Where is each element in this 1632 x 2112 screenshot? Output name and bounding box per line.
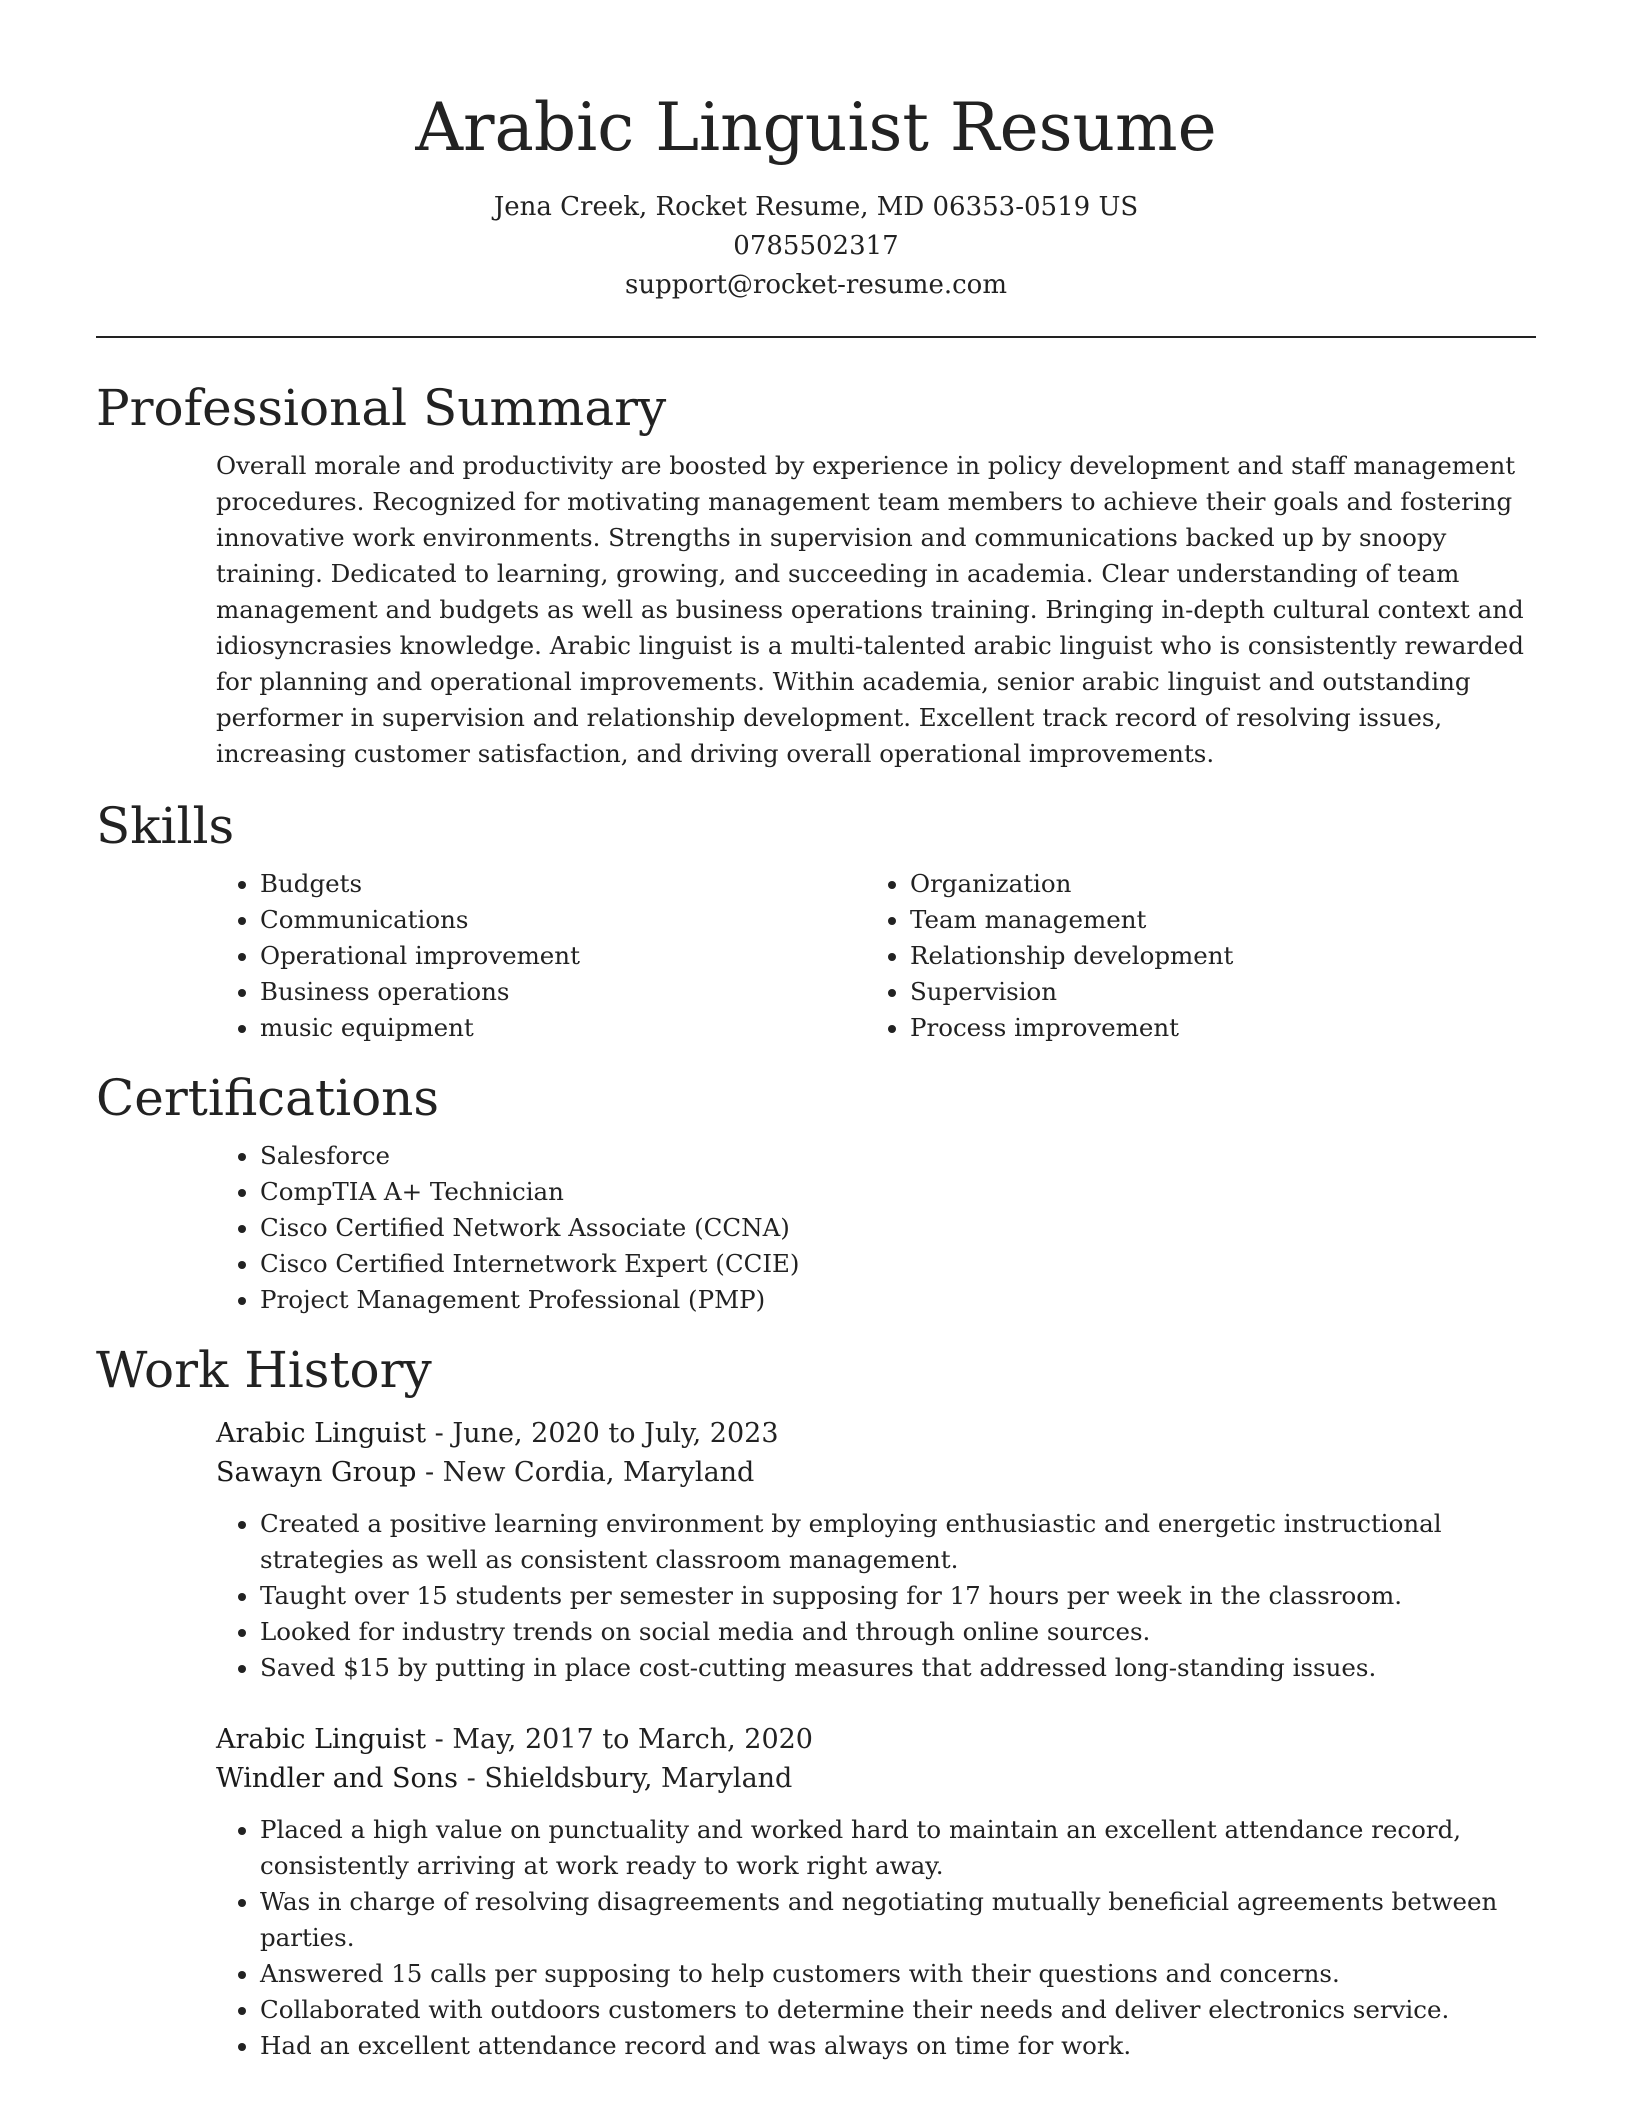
job-bullet: • Created a positive learning environment by employing enthusiastic and energetic instructional strategies as well as consistent classroom management.: [260, 1506, 1536, 1578]
job-company-line: [216, 1453, 1536, 1492]
certification-item: • Cisco Certified Internetwork Expert (CCIE): [260, 1246, 1536, 1282]
skill-item: • Team management: [910, 902, 1516, 938]
job-bullet: • Was in charge of resolving disagreements and negotiating mutually beneficial agreements between parties.: [260, 1884, 1536, 1956]
skill-item: • Process improvement: [910, 1010, 1516, 1046]
skill-item: • Supervision: [910, 974, 1516, 1010]
skill-item: • Business operations: [260, 974, 866, 1010]
job-separator: -: [416, 1457, 443, 1488]
job-bullet: • Collaborated with outdoors customers to determine their needs and deliver electronics service.: [260, 1992, 1536, 2028]
contact-phone: 0785502317: [733, 231, 899, 261]
skill-item: • music equipment: [260, 1010, 866, 1046]
resume-header: [96, 0, 1536, 305]
job-title-line: [216, 1720, 1536, 1759]
contact-info: [96, 188, 1536, 305]
job-bullet: • Answered 15 calls per supposing to help customers with their questions and concerns.: [260, 1956, 1536, 1992]
job-entry: [216, 1720, 1536, 2064]
job-location: Shieldsbury, Maryland: [484, 1763, 793, 1794]
work-history-heading: Work History: [96, 1341, 432, 1399]
job-title: Arabic Linguist: [216, 1724, 427, 1755]
job-bullet: • Taught over 15 students per semester in supposing for 17 hours per week in the classroom.: [260, 1578, 1536, 1614]
skills-column-left: [216, 866, 866, 1046]
skill-item: • Operational improvement: [260, 938, 866, 974]
job-separator: -: [458, 1763, 485, 1794]
skill-item: • Organization: [910, 866, 1516, 902]
job-dates: June, 2020 to July, 2023: [452, 1418, 779, 1449]
job-company-line: [216, 1759, 1536, 1798]
job-bullet: • Placed a high value on punctuality and worked hard to maintain an excellent attendance record, consistently arriving at work ready to work right away.: [260, 1812, 1536, 1884]
job-separator: -: [426, 1418, 453, 1449]
certification-item: • CompTIA A+ Technician: [260, 1174, 1536, 1210]
resume-title: Arabic Linguist Resume: [415, 89, 1217, 166]
header-divider: [96, 336, 1536, 338]
skill-item: • Budgets: [260, 866, 866, 902]
certifications-list: [216, 1138, 1536, 1318]
skill-item: • Communications: [260, 902, 866, 938]
summary-text: Overall morale and productivity are boosted by experience in policy development and staff management procedures. Recognized for motivating management team members to achieve their goals and fostering innovative work environments. Strengths in supervision and communications backed up by snoopy training. Dedicated to learning, growing, and succeeding in academia. Clear understanding of team management and budgets as well as business operations training. Bringing in-depth cultural context and idiosyncrasies knowledge. Arabic linguist is a multi-talented arabic linguist who is consistently rewarded for planning and operational improvements. Within academia, senior arabic linguist and outstanding performer in supervision and relationship development. Excellent track record of resolving issues, increasing customer satisfaction, and driving overall operational improvements.: [216, 451, 1524, 768]
job-bullet: • Looked for industry trends on social media and through online sources.: [260, 1614, 1536, 1650]
job-company: Windler and Sons: [216, 1763, 459, 1794]
job-bullet: • Had an excellent attendance record and was always on time for work.: [260, 2028, 1536, 2064]
contact-address: Jena Creek, Rocket Resume, MD 06353-0519 US: [493, 192, 1139, 222]
job-title: Arabic Linguist: [216, 1418, 427, 1449]
summary-heading: Professional Summary: [96, 379, 667, 437]
job-bullets: [216, 1812, 1536, 2064]
certifications-heading: Certifications: [96, 1069, 440, 1127]
summary-section: [96, 378, 1536, 772]
job-title-line: [216, 1414, 1536, 1453]
job-bullet: • Saved $15 by putting in place cost-cutting measures that addressed long-standing issues.: [260, 1650, 1536, 1686]
job-dates: May, 2017 to March, 2020: [452, 1724, 813, 1755]
job-company: Sawayn Group: [216, 1457, 417, 1488]
skills-section: [96, 796, 1536, 1046]
job-entry: [216, 1414, 1536, 1686]
contact-email: support@rocket-resume.com: [624, 270, 1007, 300]
job-location: New Cordia, Maryland: [442, 1457, 755, 1488]
job-bullets: [216, 1506, 1536, 1686]
skill-item: • Relationship development: [910, 938, 1516, 974]
work-history-section: [96, 1340, 1536, 2064]
skills-column-right: [866, 866, 1516, 1046]
certification-item: • Project Management Professional (PMP): [260, 1282, 1536, 1318]
certification-item: • Salesforce: [260, 1138, 1536, 1174]
job-separator: -: [426, 1724, 453, 1755]
certification-item: • Cisco Certified Network Associate (CCNA): [260, 1210, 1536, 1246]
skills-heading: Skills: [96, 797, 235, 855]
skills-grid: [216, 866, 1536, 1046]
certifications-section: [96, 1068, 1536, 1318]
